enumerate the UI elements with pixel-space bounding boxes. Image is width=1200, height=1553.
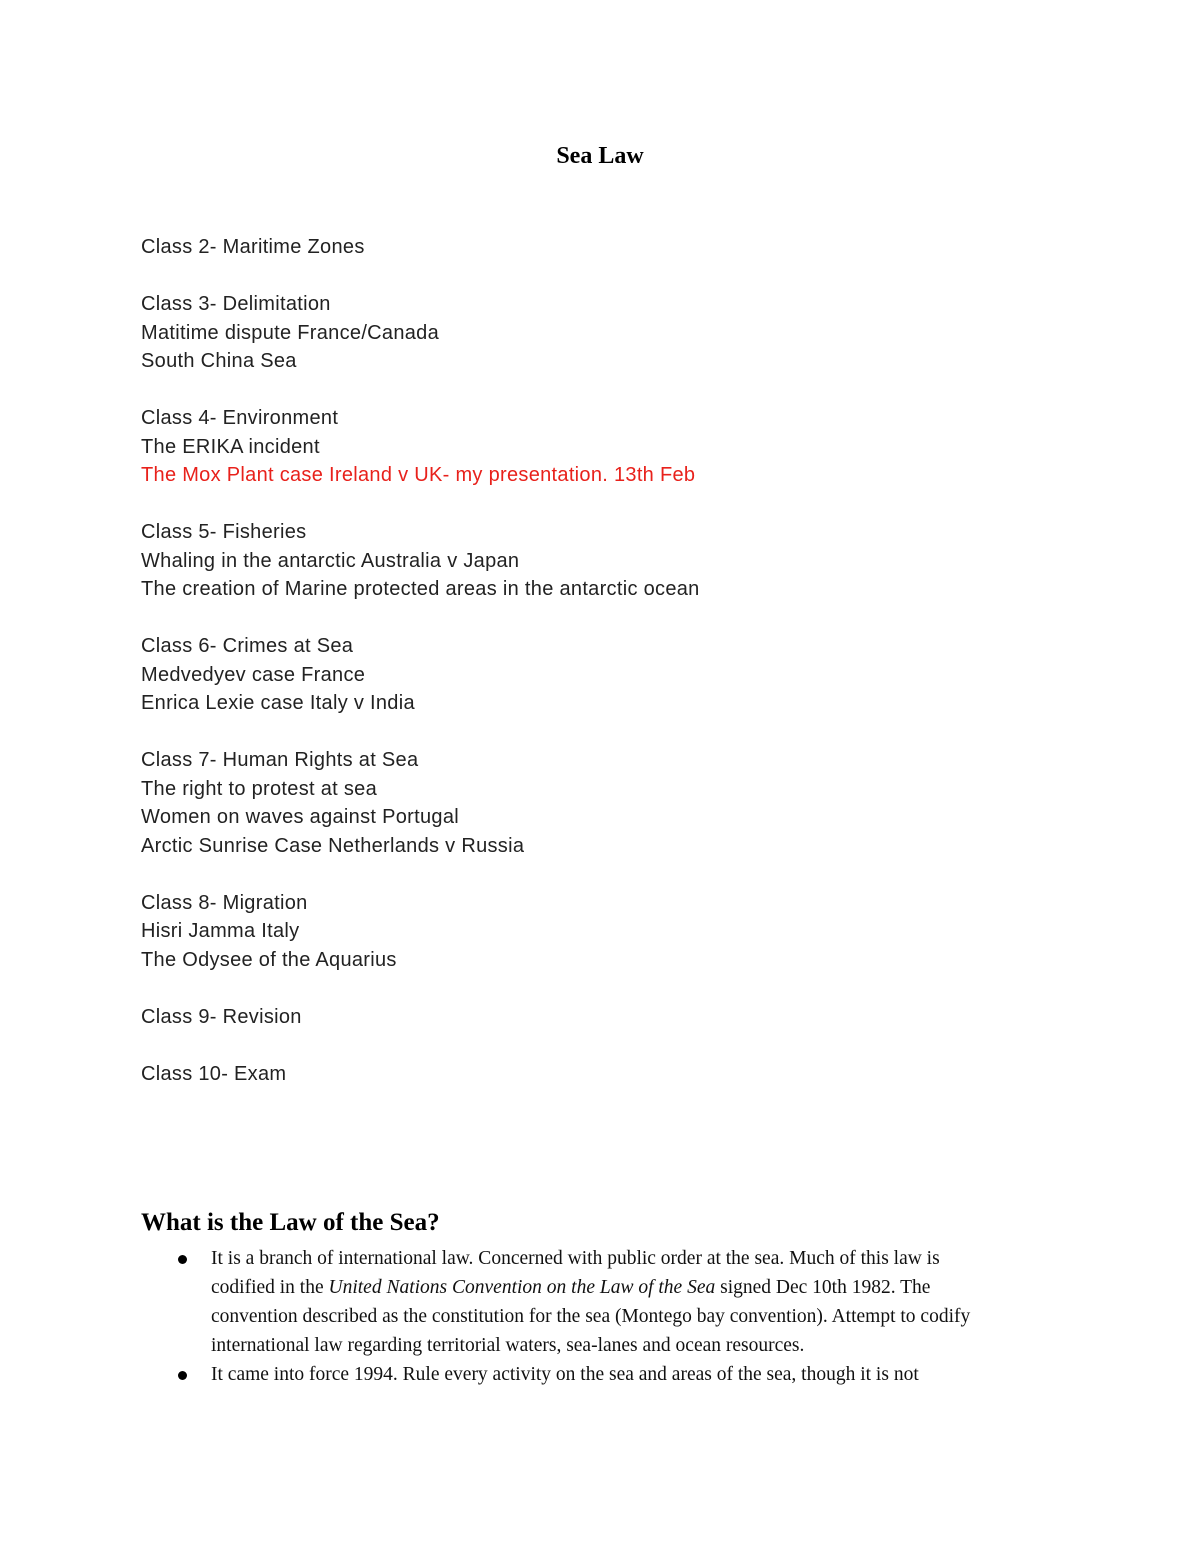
class-group [141,233,700,262]
class-group [141,290,700,376]
class-topic: The Odysee of the Aquarius [141,948,397,971]
bullet-icon [178,1371,187,1380]
class-group [141,632,700,718]
class-heading: Class 5- Fisheries [141,521,307,543]
class-schedule [141,233,700,1117]
bullet-line: It came into force 1994. Rule every activity on the sea and areas of the sea, though it is not [211,1364,919,1385]
bullet-item [175,1360,970,1389]
document-title: Sea Law [556,143,644,169]
class-heading: Class 4- Environment [141,407,339,429]
text: codified in the [211,1277,329,1298]
bullet-icon [178,1255,187,1264]
class-heading: Class 10- Exam [141,1062,287,1085]
convention-title: United Nations Convention on the Law of the Sea [328,1277,716,1298]
class-group [141,404,700,490]
class-heading: Class 8- Migration [141,891,308,914]
class-heading: Class 2- Maritime Zones [141,236,365,258]
class-heading: Class 3- Delimitation [141,293,331,315]
class-topic: The Mox Plant case Ireland v UK- my presentation. 13th Feb [141,464,696,486]
class-topic: Medvedyev case France [141,663,366,686]
bullet-line [211,1273,970,1302]
class-topic: Arctic Sunrise Case Netherlands v Russia [141,834,525,857]
bullet-line: international law regarding territorial waters, sea-lanes and ocean resources. [211,1335,805,1356]
class-topic: South China Sea [141,350,297,372]
bullet-line: It is a branch of international law. Concerned with public order at the sea. Much of this law is [211,1248,940,1269]
class-topic: Hisri Jamma Italy [141,920,300,942]
bullet-list [175,1244,970,1389]
section-heading: What is the Law of the Sea? [141,1209,440,1236]
class-group [141,889,700,975]
class-topic: Enrica Lexie case Italy v India [141,692,415,714]
class-heading: Class 6- Crimes at Sea [141,635,354,657]
class-topic: The right to protest at sea [141,777,378,800]
class-topic: Women on waves against Portugal [141,806,459,828]
bullet-item [175,1244,970,1360]
class-heading: Class 7- Human Rights at Sea [141,749,419,771]
class-topic: Whaling in the antarctic Australia v Japan [141,549,520,572]
class-heading: Class 9- Revision [141,1005,302,1028]
bullet-line: convention described as the constitution for the sea (Montego bay convention). Attempt to codify [211,1306,971,1327]
class-group [141,1003,700,1032]
class-group [141,518,700,604]
class-topic: Matitime dispute France/Canada [141,321,440,344]
class-topic: The creation of Marine protected areas in the antarctic ocean [141,578,700,600]
class-topic: The ERIKA incident [141,435,320,458]
class-group [141,1060,700,1089]
class-group [141,746,700,860]
text: signed Dec 10th 1982. The [715,1277,931,1298]
